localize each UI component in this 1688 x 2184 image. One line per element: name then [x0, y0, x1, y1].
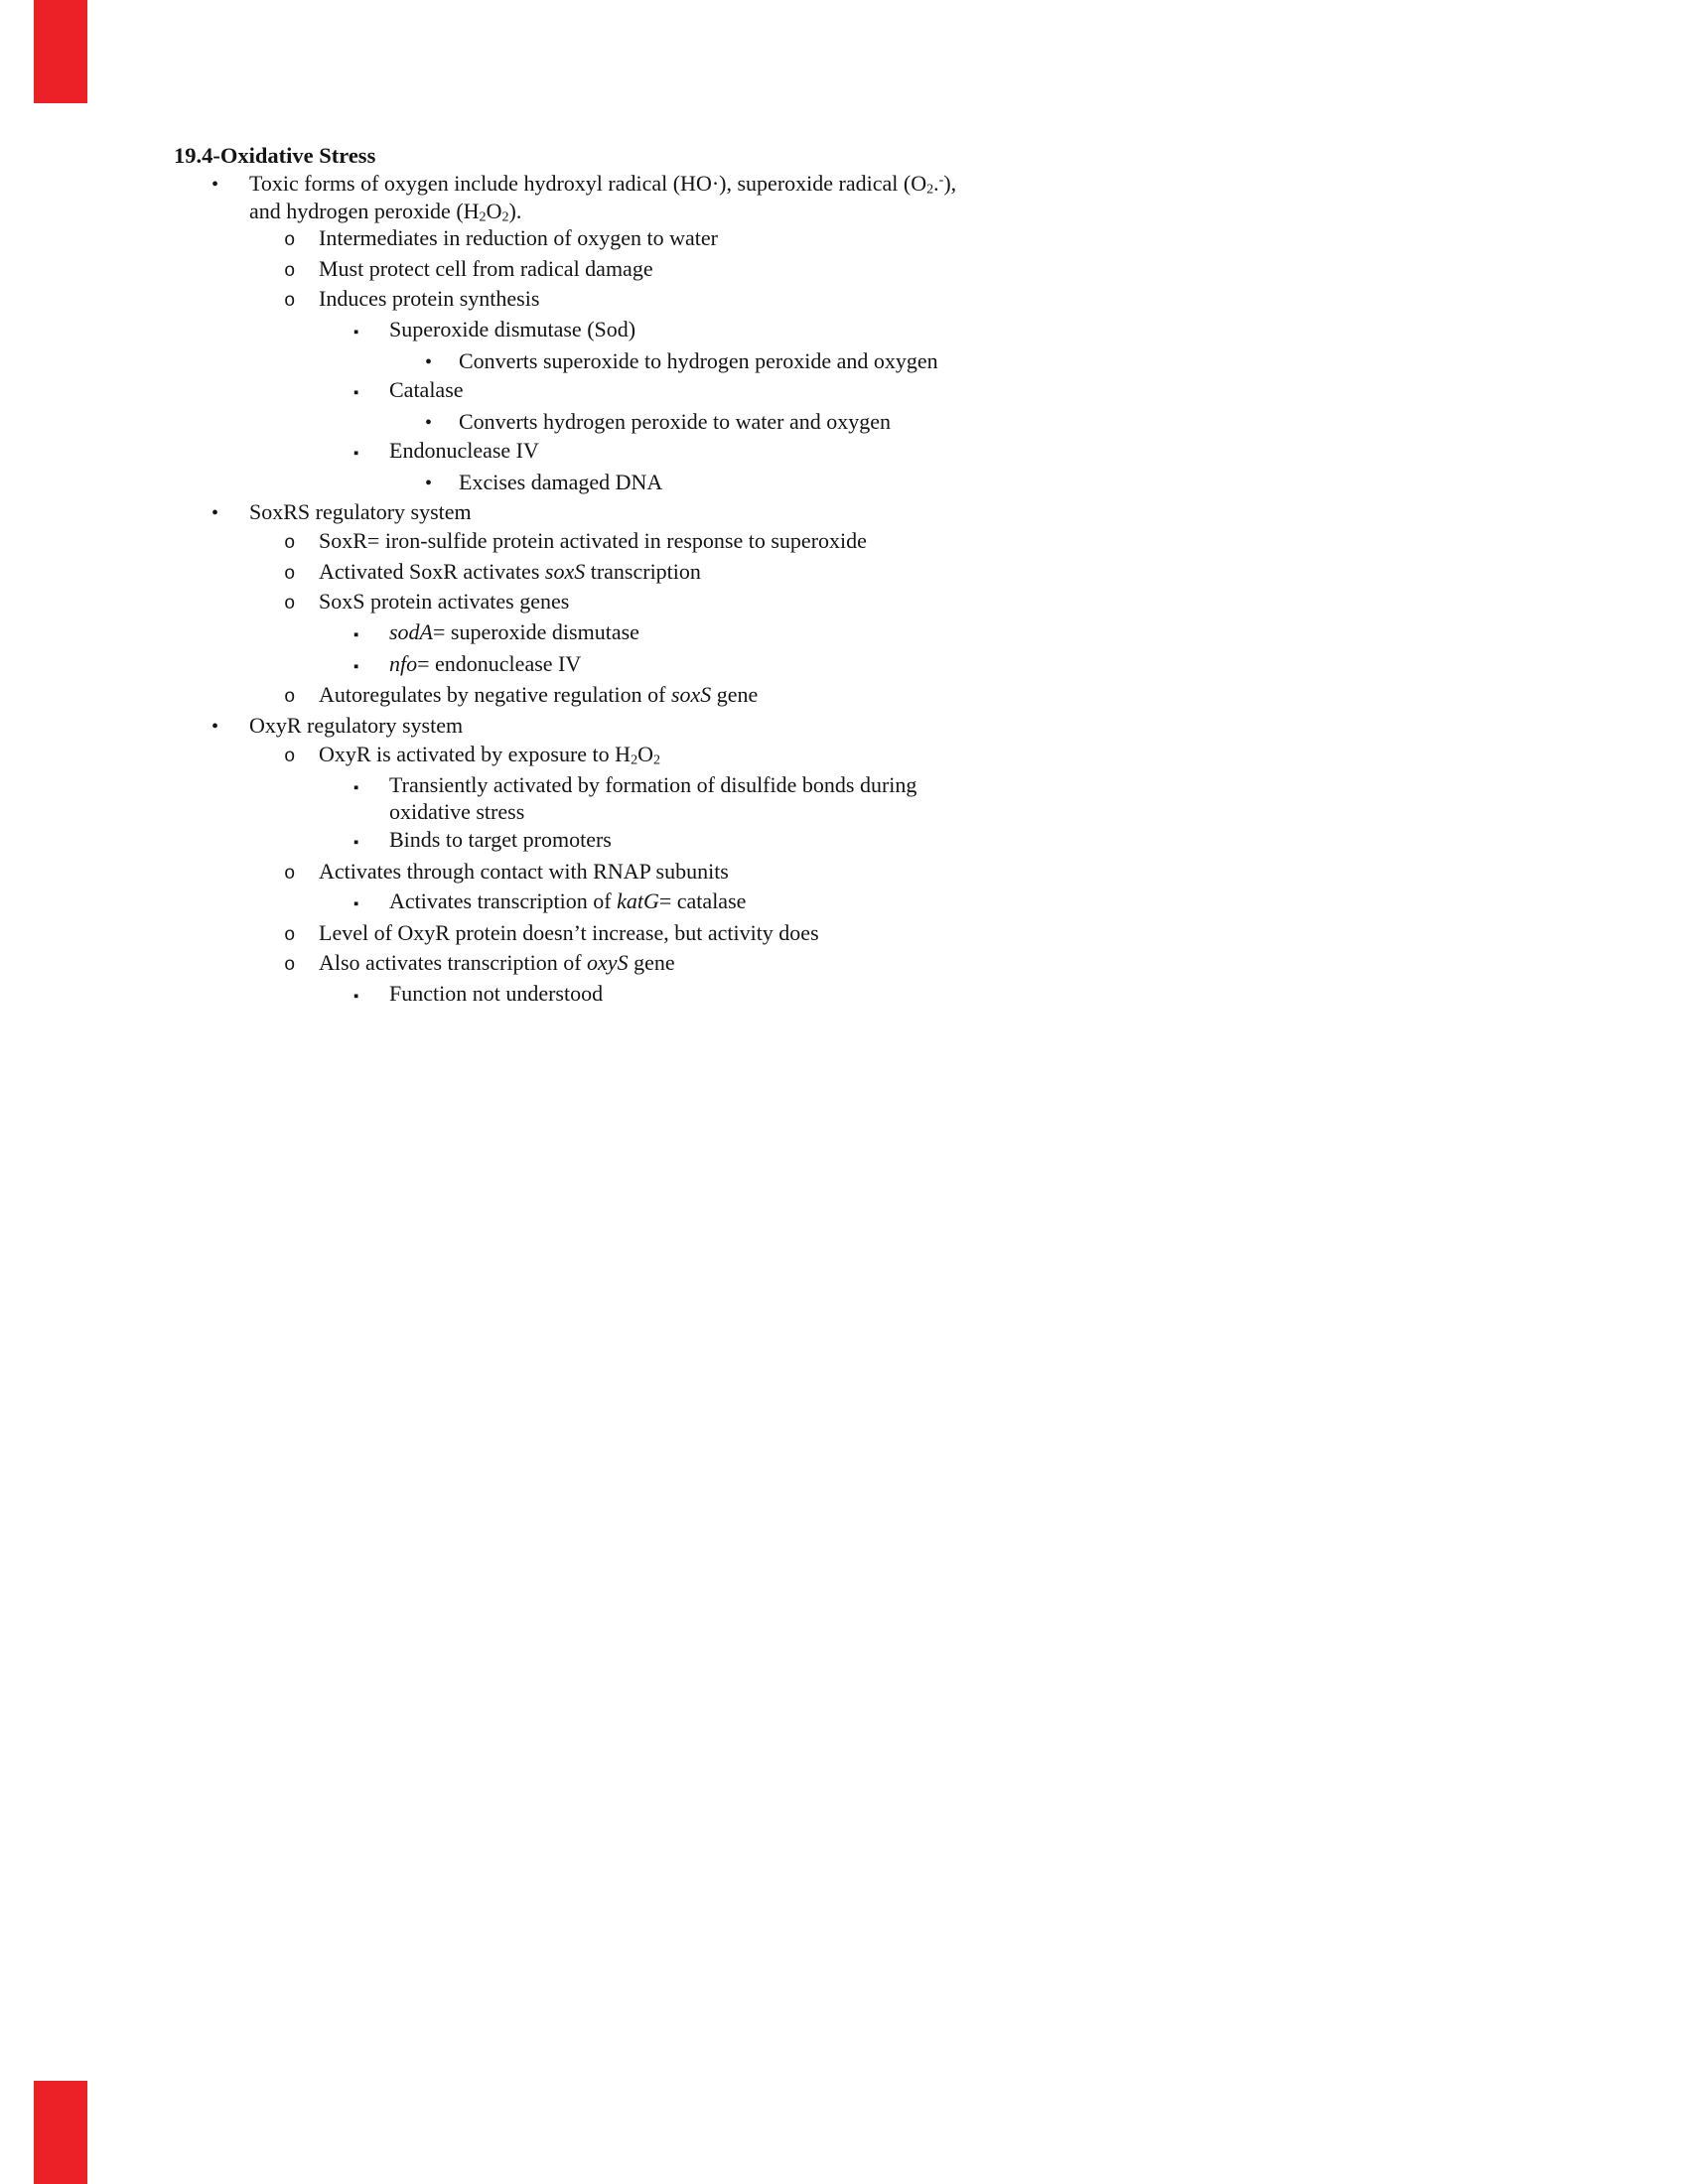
bullet-icon: ▪: [353, 626, 359, 643]
list-item-text: OxyR is activated by exposure to $H_2O_2$: [319, 742, 661, 768]
bullet-icon: o: [284, 259, 296, 282]
list-item: [0, 650, 1569, 682]
red-margin-mark-bottom: [34, 2081, 87, 2184]
list-item: [0, 558, 1569, 589]
list-item: [0, 919, 1569, 950]
list-item: [0, 498, 1569, 528]
list-item-text: Catalase: [389, 377, 464, 403]
list-item-text: Induces protein synthesis: [319, 286, 540, 312]
list-item: [0, 527, 1569, 558]
list-item-text: Activated SoxR activates soxS transcription: [319, 558, 701, 584]
list-item: [0, 255, 1569, 286]
list-item-text: Endonuclease IV: [389, 438, 539, 464]
bullet-icon: •: [425, 350, 433, 373]
bullet-icon: o: [284, 746, 296, 768]
list-item: [0, 771, 1569, 826]
list-item-text: Level of OxyR protein doesn’t increase, but activity does: [319, 919, 819, 945]
list-item: [0, 347, 1569, 377]
bullet-icon: ▪: [353, 385, 359, 402]
list-item: [0, 949, 1569, 980]
bullet-icon: o: [284, 862, 296, 885]
list-item: [0, 285, 1569, 316]
list-item-text: SoxRS regulatory system: [249, 498, 472, 524]
red-margin-mark-top: [34, 0, 87, 103]
list-item-text: Binds to target promoters: [389, 827, 612, 853]
list-item: [0, 437, 1569, 469]
bullet-icon: ▪: [353, 446, 359, 463]
list-item-text: sodA= superoxide dismutase: [389, 618, 639, 644]
bullet-icon: o: [284, 954, 296, 977]
bullet-icon: •: [425, 411, 433, 434]
list-item-text: Intermediates in reduction of oxygen to water: [319, 225, 718, 251]
bullet-list: [0, 170, 1569, 1012]
list-item: [0, 858, 1569, 888]
list-item-text: Toxic forms of oxygen include hydroxyl radical (HO·), superoxide radical $(O_2.^-)$, and hydrogen peroxide $(H_2O_2)$.: [249, 171, 957, 225]
list-item-text: Also activates transcription of oxyS gene: [319, 950, 675, 976]
bullet-icon: o: [284, 290, 296, 313]
list-item: [0, 469, 1569, 498]
bullet-icon: o: [284, 229, 296, 252]
list-item-text: Activates through contact with RNAP subunits: [319, 858, 729, 884]
list-item-text: Converts hydrogen peroxide to water and oxygen: [459, 408, 891, 434]
bullet-icon: ▪: [353, 658, 359, 675]
list-item: [0, 980, 1569, 1012]
list-item-text: Activates transcription of katG= catalase: [389, 888, 747, 914]
list-item: [0, 408, 1569, 438]
bullet-icon: ▪: [353, 989, 359, 1006]
list-item-text: SoxS protein activates genes: [319, 589, 570, 614]
page-title: 19.4-Oxidative Stress: [174, 143, 376, 168]
list-item-text: nfo= endonuclease IV: [389, 650, 582, 676]
list-item: [0, 826, 1569, 858]
list-item-text: OxyR regulatory system: [249, 712, 464, 738]
list-item: [0, 618, 1569, 650]
list-item: [0, 170, 1569, 224]
bullet-icon: o: [284, 562, 296, 585]
list-item: [0, 224, 1569, 255]
list-item: [0, 712, 1569, 742]
bullet-icon: •: [211, 715, 219, 738]
list-item: [0, 588, 1569, 618]
bullet-icon: o: [284, 593, 296, 615]
list-item-text: Must protect cell from radical damage: [319, 255, 653, 281]
bullet-icon: •: [425, 472, 433, 494]
bullet-icon: ▪: [353, 324, 359, 341]
list-item: [0, 376, 1569, 408]
list-item: [0, 741, 1569, 771]
list-item-text: Converts superoxide to hydrogen peroxide and oxygen: [459, 347, 938, 373]
bullet-icon: •: [211, 501, 219, 524]
list-item: [0, 887, 1569, 919]
bullet-icon: ▪: [353, 779, 359, 796]
list-item-text: Excises damaged DNA: [459, 469, 663, 494]
list-item-text: Autoregulates by negative regulation of soxS gene: [319, 682, 759, 708]
bullet-icon: o: [284, 532, 296, 555]
bullet-icon: ▪: [353, 896, 359, 913]
bullet-icon: o: [284, 686, 296, 709]
bullet-icon: o: [284, 923, 296, 946]
list-item: [0, 316, 1569, 347]
list-item-text: Transiently activated by formation of disulfide bonds during oxidative stress: [389, 771, 917, 825]
list-item-text: SoxR= iron-sulfide protein activated in response to superoxide: [319, 528, 867, 554]
bullet-icon: •: [211, 174, 219, 196]
list-item: [0, 681, 1569, 712]
list-item-text: Function not understood: [389, 981, 604, 1007]
list-item-text: Superoxide dismutase (Sod): [389, 316, 636, 341]
bullet-icon: ▪: [353, 835, 359, 852]
